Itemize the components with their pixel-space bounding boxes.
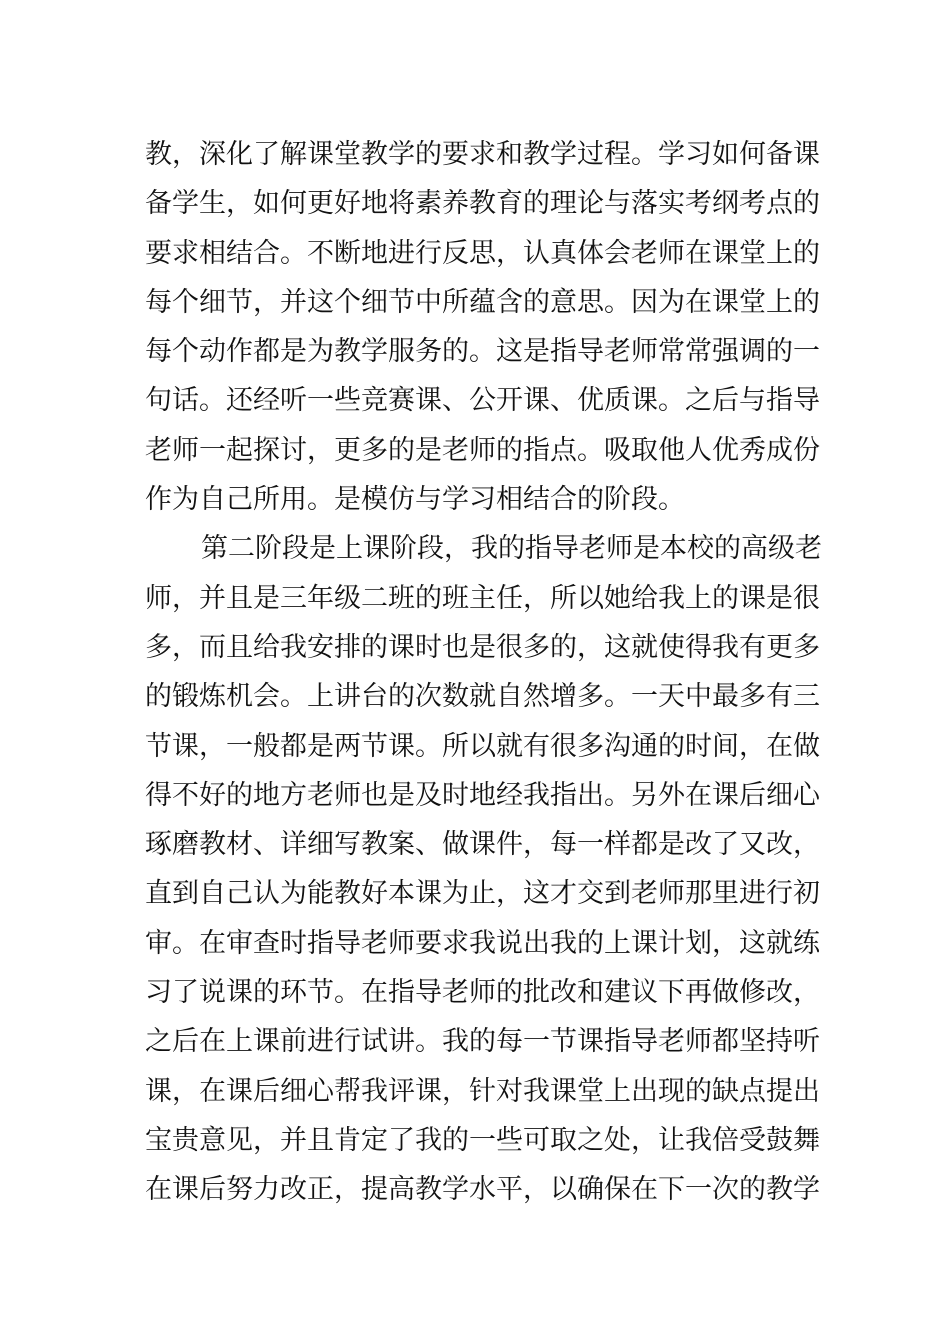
paragraph-first-line: 第二阶段是上课阶段，我的指导老师是本校的高级老 — [201, 533, 822, 565]
text-line: 之后在上课前进行试讲。我的每一节课指导老师都坚持听 — [145, 1026, 820, 1058]
text-line: 琢磨教材、详细写教案、做课件，每一样都是改了又改， — [145, 829, 820, 861]
text-line: 习了说课的环节。在指导老师的批改和建议下再做修改， — [145, 977, 820, 1009]
text-line: 课，在课后细心帮我评课，针对我课堂上出现的缺点提出 — [145, 1075, 820, 1107]
text-line: 在课后努力改正，提高教学水平，以确保在下一次的教学 — [145, 1174, 820, 1206]
text-line: 师，并且是三年级二班的班主任，所以她给我上的课是很 — [145, 582, 820, 614]
text-line: 多，而且给我安排的课时也是很多的，这就使得我有更多 — [145, 631, 820, 663]
text-line: 老师一起探讨，更多的是老师的指点。吸取他人优秀成份 — [145, 434, 820, 466]
body-text — [145, 130, 822, 1215]
text-line: 要求相结合。不断地进行反思，认真体会老师在课堂上的 — [145, 237, 820, 269]
text-line: 得不好的地方老师也是及时地经我指出。另外在课后细心 — [145, 779, 820, 811]
text-line: 作为自己所用。是模仿与学习相结合的阶段。 — [145, 484, 685, 516]
text-line: 每个细节，并这个细节中所蕴含的意思。因为在课堂上的 — [145, 286, 820, 318]
text-line: 宝贵意见，并且肯定了我的一些可取之处，让我倍受鼓舞 — [145, 1124, 820, 1156]
text-line: 每个动作都是为教学服务的。这是指导老师常常强调的一 — [145, 336, 820, 368]
text-line: 句话。还经听一些竞赛课、公开课、优质课。之后与指导 — [145, 385, 820, 417]
text-line: 直到自己认为能教好本课为止，这才交到老师那里进行初 — [145, 878, 820, 910]
text-line: 的锻炼机会。上讲台的次数就自然增多。一天中最多有三 — [145, 681, 820, 713]
text-line: 审。在审查时指导老师要求我说出我的上课计划，这就练 — [145, 927, 820, 959]
text-line: 教，深化了解课堂教学的要求和教学过程。学习如何备课 — [145, 139, 820, 170]
text-line: 节课，一般都是两节课。所以就有很多沟通的时间，在做 — [145, 730, 820, 762]
text-line: 备学生，如何更好地将素养教育的理论与落实考纲考点的 — [145, 188, 820, 220]
